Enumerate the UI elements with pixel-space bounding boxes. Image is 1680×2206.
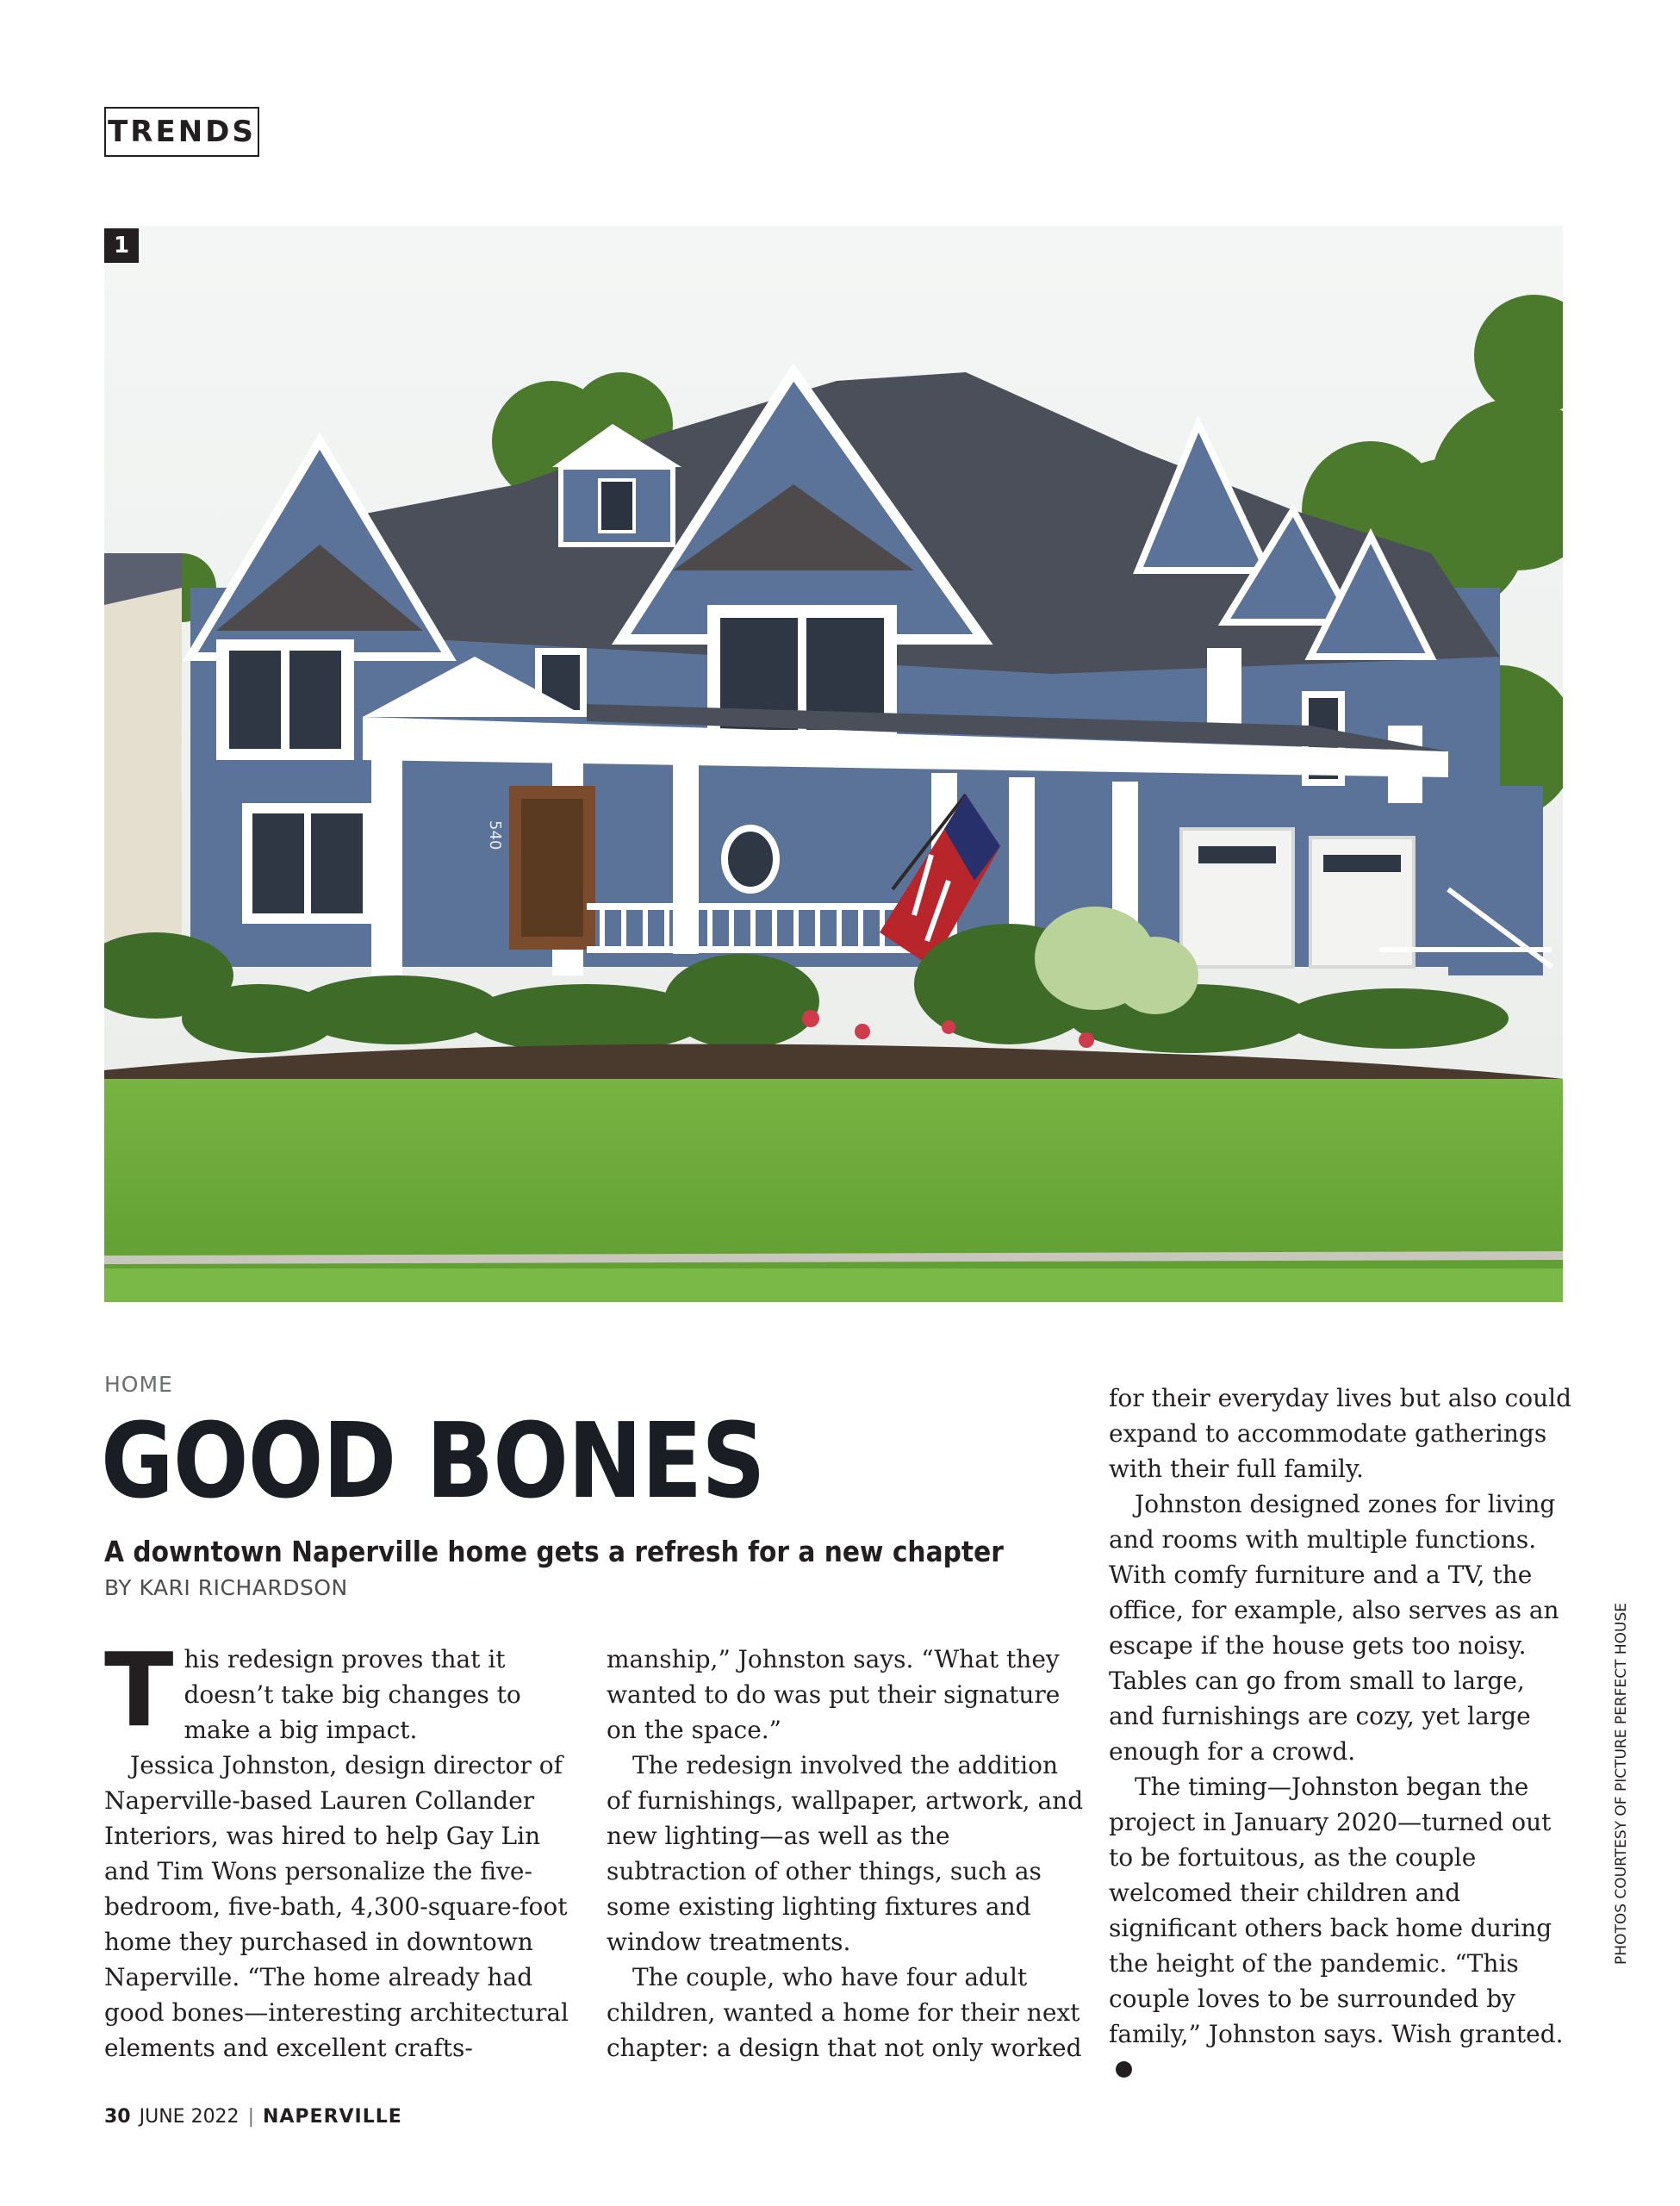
body-paragraph: Jessica Johnston, design director of Naperville-based Lauren Collander Interiors, was hired to help Gay Lin and Tim Wons personalize the five-bedroom, five-bath, 4,300-square-foot home they purchased in downtown Naperville. “The home already had good bones—interesting architectural elements and excellent crafts-	[104, 1751, 569, 2062]
body-column-2	[607, 1642, 1085, 2066]
issue-date: JUNE 2022	[139, 2106, 240, 2128]
house-number: 540	[486, 820, 504, 851]
body-paragraph: for their everyday lives but also could expand to accommodate gatherings with their full family.	[1109, 1384, 1572, 1483]
headline: GOOD BONES	[101, 1402, 765, 1522]
magazine-name: NAPERVILLE	[262, 2106, 402, 2128]
end-mark-icon	[1116, 2061, 1132, 2078]
photo-number-badge: 1	[104, 228, 139, 263]
body-column-1	[104, 1630, 582, 2066]
byline: BY KARI RICHARDSON	[104, 1575, 348, 1600]
body-paragraph: Johnston designed zones for living and rooms with multiple functions. With comfy furniture and a TV, the office, for example, also serves as an escape if the house gets too noisy. Tables can go from small to large, and furnishings are cozy, yet large enough for a crowd.	[1109, 1490, 1559, 1766]
dropcap: T	[104, 1630, 174, 1749]
body-paragraph: The redesign involved the addition of furnishings, wallpaper, artwork, and new lighting—as well as the subtraction of other things, such as some existing lighting fixtures and window treatments.	[607, 1751, 1084, 1956]
body-paragraph: This redesign proves that it doesn’t take big changes to make a big impact.	[104, 1630, 521, 1749]
section-tag: TRENDS	[104, 107, 259, 157]
page-number: 30	[104, 2106, 131, 2128]
body-paragraph: The timing—Johnston began the project in January 2020—turned out to be fortuitous, as the couple welcomed their children and significant others back home during the height of the pandemic. “This couple loves to be surrounded by family,” Johnston says. Wish granted.	[1109, 1769, 1574, 2087]
body-paragraph: The couple, who have four adult children, wanted a home for their next chapter: a design that not only worked	[607, 1963, 1082, 2062]
house-illustration	[104, 226, 1563, 1302]
folio-separator: |	[247, 2106, 254, 2128]
kicker: HOME	[104, 1372, 173, 1397]
folio	[104, 2106, 402, 2128]
body-paragraph: manship,” Johnston says. “What they wanted to do was put their signature on the space.”	[607, 1645, 1061, 1744]
house-photo	[104, 226, 1563, 1302]
dek: A downtown Naperville home gets a refresh for a new chapter	[104, 1535, 1004, 1568]
body-column-3	[1109, 1380, 1574, 2087]
